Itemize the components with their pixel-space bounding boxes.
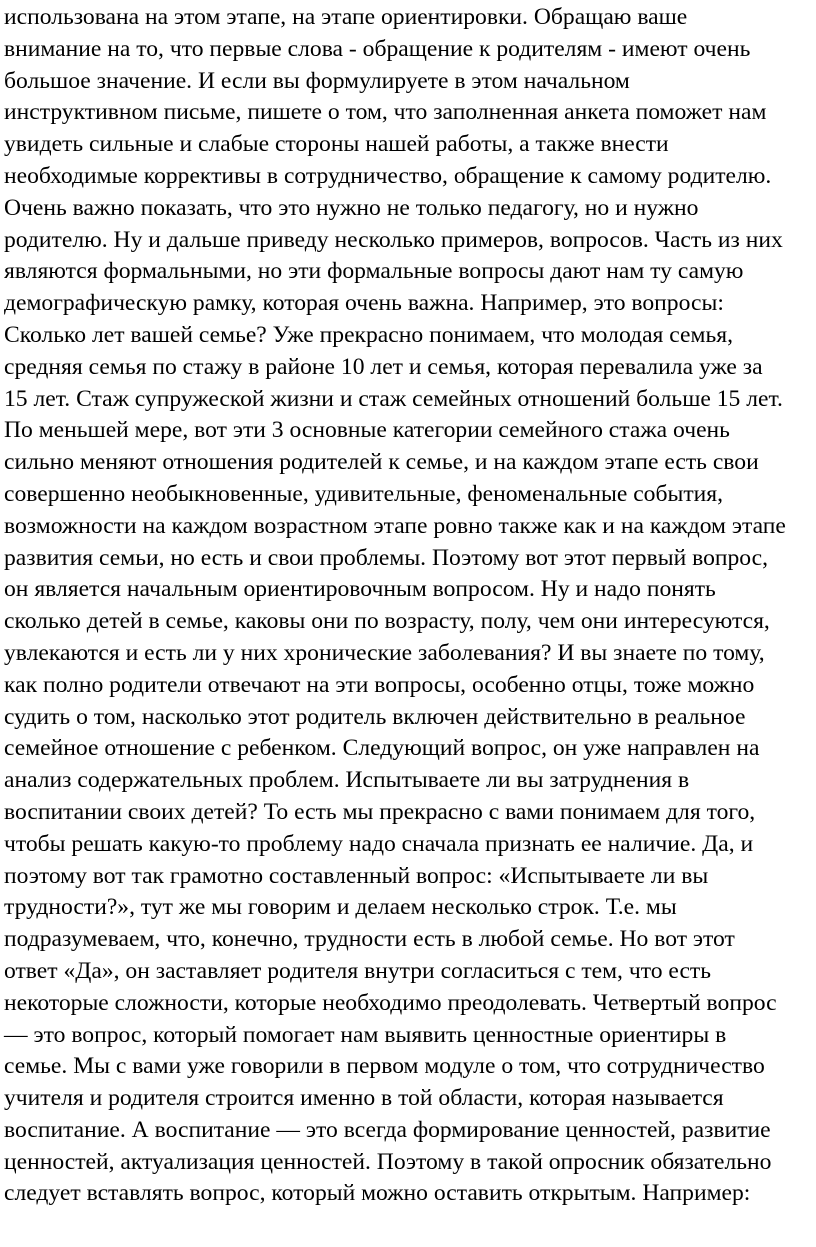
text-line: инструктивном письме, пишете о том, что заполненная анкета поможет нам	[4, 99, 767, 126]
text-line: семейное отношение с ребенком. Следующий вопрос, он уже направлен на	[4, 735, 760, 762]
text-line: являются формальными, но эти формальные вопросы дают нам ту самую	[4, 258, 744, 285]
text-line: увидеть сильные и слабые стороны нашей работы, а также внести	[4, 131, 669, 158]
text-line: ответ «Да», он заставляет родителя внутри согласиться с тем, что есть	[4, 957, 711, 984]
text-line: некоторые сложности, которые необходимо преодолевать. Четвертый вопрос	[4, 989, 777, 1016]
text-line: родителю. Ну и дальше приведу несколько примеров, вопросов. Часть из них	[4, 226, 783, 253]
text-line: семье. Мы с вами уже говорили в первом модуле о том, что сотрудничество	[4, 1053, 765, 1080]
text-line: трудности?», тут же мы говорим и делаем несколько строк. Т.е. мы	[4, 894, 677, 921]
text-line: необходимые коррективы в сотрудничество, обращение к самому родителю.	[4, 162, 772, 189]
text-line: 15 лет. Стаж супружеской жизни и стаж семейных отношений больше 15 лет.	[4, 385, 783, 412]
text-line: Сколько лет вашей семье? Уже прекрасно понимаем, что молодая семья,	[4, 321, 733, 348]
text-line: внимание на то, что первые слова - обращение к родителям - имеют очень	[4, 35, 751, 62]
text-line: воспитании своих детей? То есть мы прекрасно с вами понимаем для того,	[4, 798, 756, 825]
text-line: средняя семья по стажу в районе 10 лет и семья, которая перевалила уже за	[4, 353, 763, 380]
text-line: ценностей, актуализация ценностей. Поэтому в такой опросник обязательно	[4, 1148, 772, 1175]
text-line: — это вопрос, который помогает нам выявить ценностные ориентиры в	[4, 1021, 727, 1048]
text-line: использована на этом этапе, на этапе ориентировки. Обращаю ваше	[4, 4, 688, 30]
text-line: судить о том, насколько этот родитель включен действительно в реальное	[4, 703, 746, 730]
text-line: анализ содержательных проблем. Испытываете ли вы затруднения в	[4, 767, 690, 794]
text-line: подразумеваем, что, конечно, трудности есть в любой семье. Но вот этот	[4, 926, 735, 953]
text-line: воспитание. А воспитание — это всегда формирование ценностей, развитие	[4, 1116, 771, 1143]
text-line: демографическую рамку, которая очень важна. Например, это вопросы:	[4, 290, 724, 317]
text-line: увлекаются и есть ли у них хронические заболевания? И вы знаете по тому,	[4, 639, 765, 666]
text-line: чтобы решать какую-то проблему надо сначала признать ее наличие. Да, и	[4, 830, 754, 857]
text-line: совершенно необыкновенные, удивительные, феноменальные события,	[4, 480, 724, 507]
text-line: сколько детей в семье, каковы они по возрасту, полу, чем они интересуются,	[4, 608, 770, 635]
text-line: возможности на каждом возрастном этапе ровно также как и на каждом этапе	[4, 512, 786, 539]
text-line: учителя и родителя строится именно в той области, которая называется	[4, 1085, 724, 1112]
text-line: большое значение. И если вы формулируете в этом начальном	[4, 67, 630, 94]
text-line: поэтому вот так грамотно составленный вопрос: «Испытываете ли вы	[4, 862, 709, 889]
text-line: как полно родители отвечают на эти вопросы, особенно отцы, тоже можно	[4, 671, 755, 698]
text-line: По меньшей мере, вот эти 3 основные категории семейного стажа очень	[4, 417, 730, 444]
text-line: сильно меняют отношения родителей к семье, и на каждом этапе есть свои	[4, 449, 759, 476]
text-line: он является начальным ориентировочным вопросом. Ну и надо понять	[4, 576, 716, 603]
text-line: развития семьи, но есть и свои проблемы. Поэтому вот этот первый вопрос,	[4, 544, 769, 571]
text-line: следует вставлять вопрос, который можно оставить открытым. Например:	[4, 1180, 751, 1207]
text-line: Очень важно показать, что это нужно не только педагогу, но и нужно	[4, 194, 699, 221]
